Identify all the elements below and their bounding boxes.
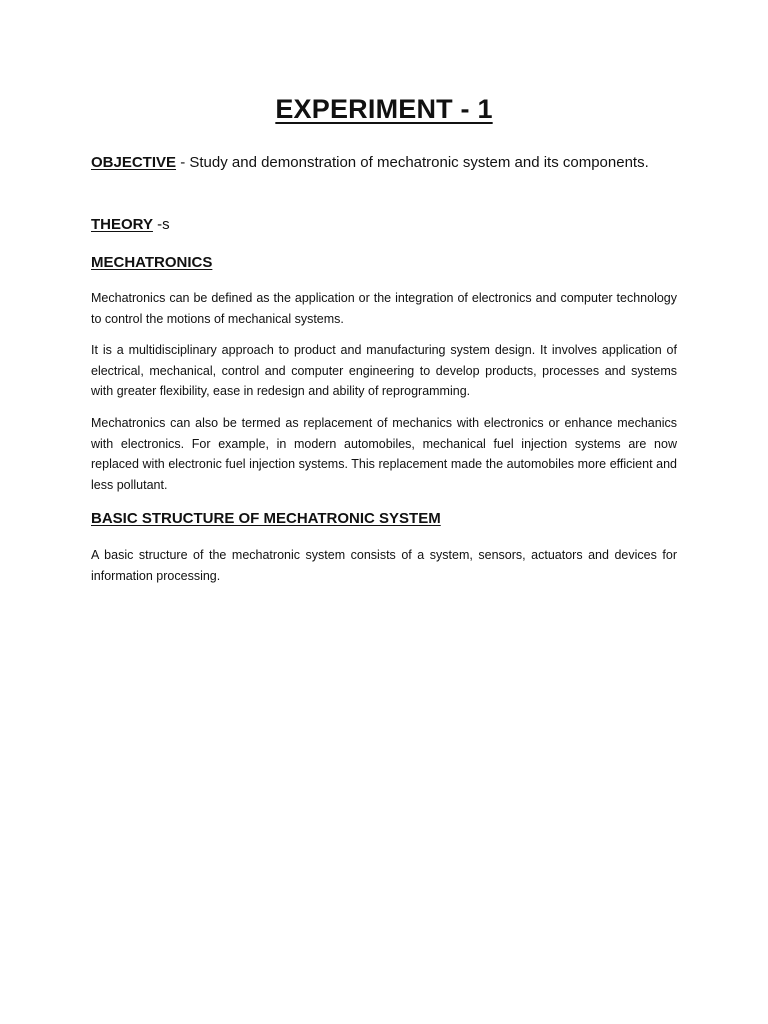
objective-block <box>91 150 677 176</box>
theory-block <box>91 214 170 236</box>
page-title: EXPERIMENT - 1 <box>275 94 493 124</box>
objective-text: - Study and demonstration of mechatronic system and its components. <box>176 154 649 171</box>
theory-label: THEORY <box>91 216 153 233</box>
paragraph-definition: Mechatronics can be defined as the application or the integration of electronics and computer technology to control the motions of mechanical systems. <box>91 291 677 326</box>
section-heading-basic-structure: BASIC STRUCTURE OF MECHATRONIC SYSTEM <box>91 510 441 527</box>
paragraph-replacement: Mechatronics can also be termed as replacement of mechanics with electronics or enhance mechanics with electronics. For example, in modern automobiles, mechanical fuel injection systems are now replaced with electronic fuel injection systems. This replacement made the automobiles more efficient and less pollutant. <box>91 416 677 492</box>
paragraph-basic-structure: A basic structure of the mechatronic system consists of a system, sensors, actuators and devices for information processing. <box>91 548 677 583</box>
section-heading-mechatronics: MECHATRONICS <box>91 254 213 271</box>
objective-label: OBJECTIVE <box>91 154 177 171</box>
paragraph-multidisciplinary: It is a multidisciplinary approach to product and manufacturing system design. It involves application of electrical, mechanical, control and computer engineering to develop products, processes and systems with greater flexibility, ease in redesign and ability of reprogramming. <box>91 343 677 398</box>
theory-text: -s <box>152 216 170 233</box>
